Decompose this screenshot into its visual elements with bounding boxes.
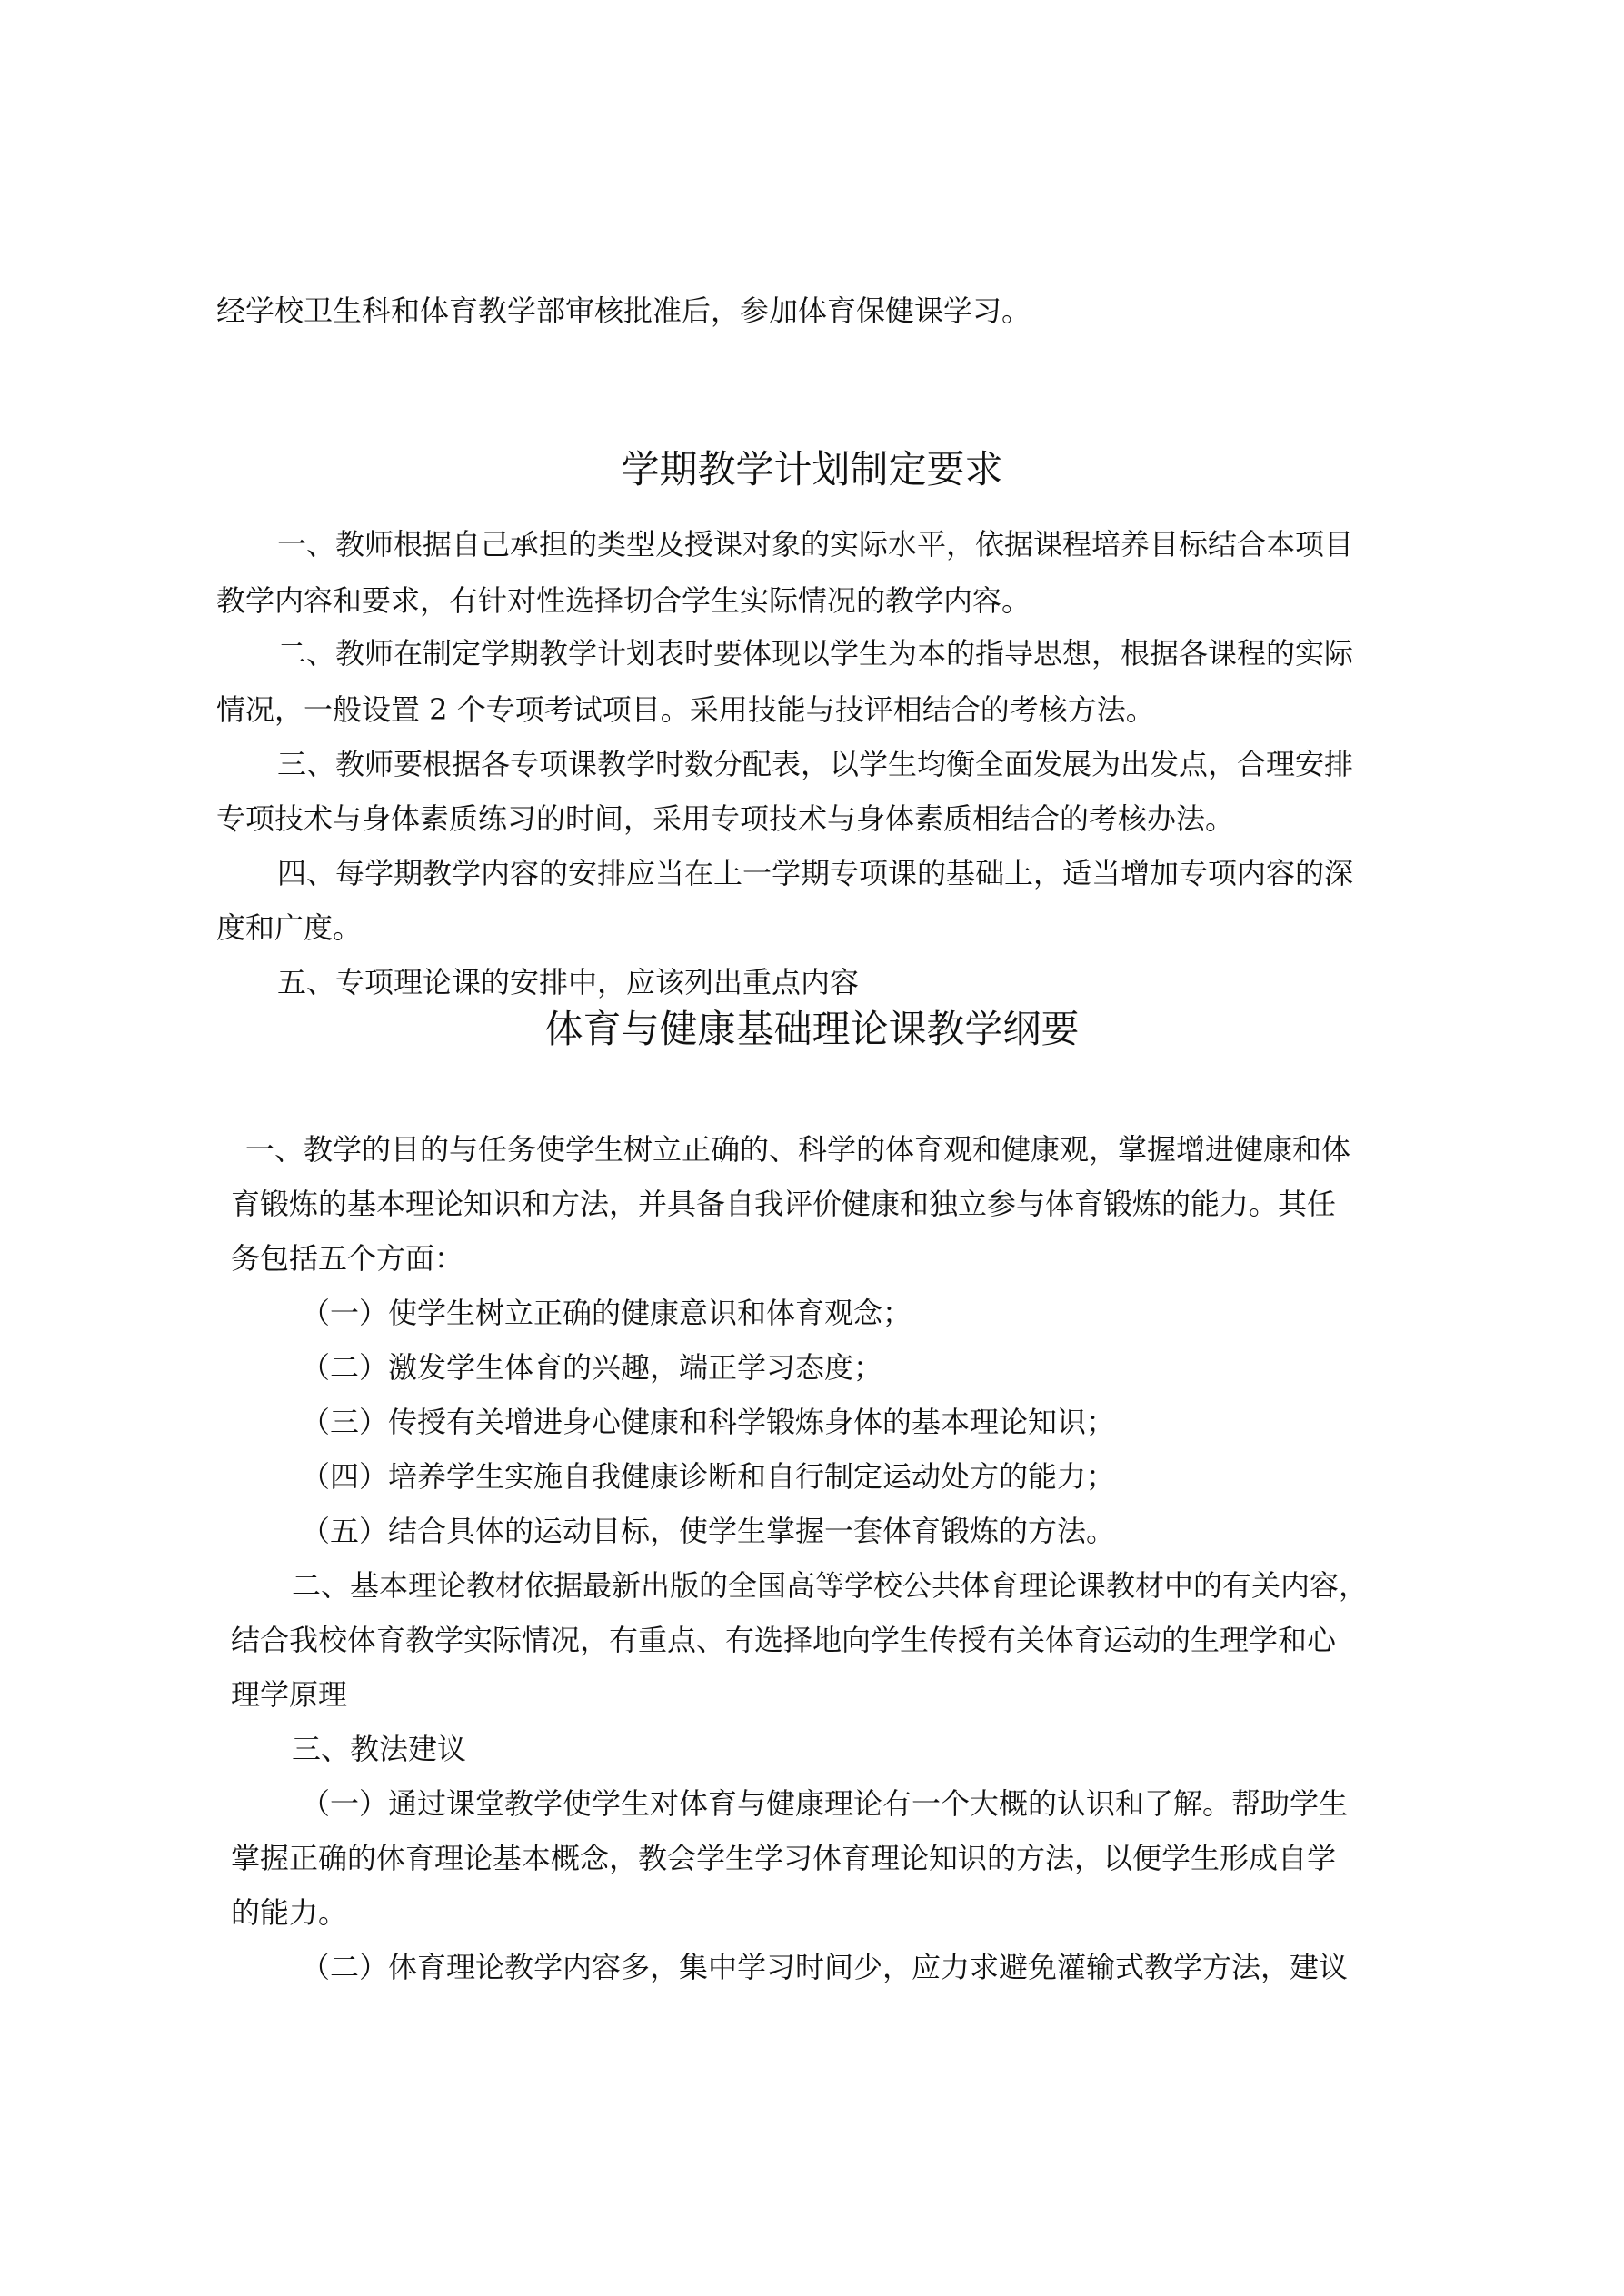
task-item: （五）结合具体的运动目标，使学生掌握一套体育锻炼的方法。 [301, 1514, 1116, 1548]
task-item: （三）传授有关增进身心健康和科学锻炼身体的基本理论知识； [301, 1405, 1116, 1439]
paragraph-line: 三、教法建议 [292, 1732, 467, 1766]
intro-text-line: 经学校卫生科和体育教学部审核批准后，参加体育保健课学习。 [216, 293, 1031, 328]
paragraph-line: 二、教师在制定学期教学计划表时要体现以学生为本的指导思想，根据各课程的实际 [277, 636, 1354, 671]
paragraph-line: 二、基本理论教材依据最新出版的全国高等学校公共体育理论课教材中的有关内容， [292, 1568, 1369, 1603]
paragraph-line: 一、教学的目的与任务使学生树立正确的、科学的体育观和健康观，掌握增进健康和体 [245, 1132, 1351, 1167]
paragraph-line: 四、每学期教学内容的安排应当在上一学期专项课的基础上，适当增加专项内容的深 [277, 856, 1354, 890]
task-item: （二）激发学生体育的兴趣，端正学习态度； [301, 1350, 883, 1385]
paragraph-line: 情况，一般设置 2 个专项考试项目。采用技能与技评相结合的考核方法。 [216, 692, 1155, 727]
paragraph-line: 三、教师要根据各专项课教学时数分配表，以学生均衡全面发展为出发点，合理安排 [277, 747, 1354, 781]
paragraph-line: （一）通过课堂教学使学生对体育与健康理论有一个大概的认识和了解。帮助学生 [301, 1786, 1349, 1821]
paragraph-line: 务包括五个方面： [231, 1241, 464, 1276]
paragraph-line: 结合我校体育教学实际情况，有重点、有选择地向学生传授有关体育运动的生理学和心 [231, 1623, 1337, 1657]
task-item: （一）使学生树立正确的健康意识和体育观念； [301, 1296, 912, 1330]
paragraph-line: 育锻炼的基本理论知识和方法，并具备自我评价健康和独立参与体育锻炼的能力。其任 [231, 1187, 1337, 1221]
paragraph-line: 掌握正确的体育理论基本概念，教会学生学习体育理论知识的方法，以便学生形成自学 [231, 1841, 1337, 1875]
paragraph-line: 专项技术与身体素质练习的时间，采用专项技术与身体素质相结合的考核办法。 [216, 801, 1235, 836]
section-title-theory-outline: 体育与健康基础理论课教学纲要 [544, 1007, 1080, 1051]
paragraph-line: 度和广度。 [216, 910, 363, 945]
paragraph-line: （二）体育理论教学内容多，集中学习时间少，应力求避免灌输式教学方法，建议 [301, 1950, 1349, 1984]
task-item: （四）培养学生实施自我健康诊断和自行制定运动处方的能力； [301, 1459, 1116, 1494]
paragraph-line: 一、教师根据自己承担的类型及授课对象的实际水平，依据课程培养目标结合本项目 [277, 527, 1354, 562]
paragraph-line: 五、专项理论课的安排中，应该列出重点内容 [277, 965, 860, 999]
section-title-semester-plan: 学期教学计划制定要求 [621, 447, 1003, 492]
paragraph-line: 的能力。 [231, 1895, 348, 1930]
paragraph-line: 理学原理 [231, 1677, 348, 1712]
paragraph-line: 教学内容和要求，有针对性选择切合学生实际情况的教学内容。 [216, 583, 1031, 618]
